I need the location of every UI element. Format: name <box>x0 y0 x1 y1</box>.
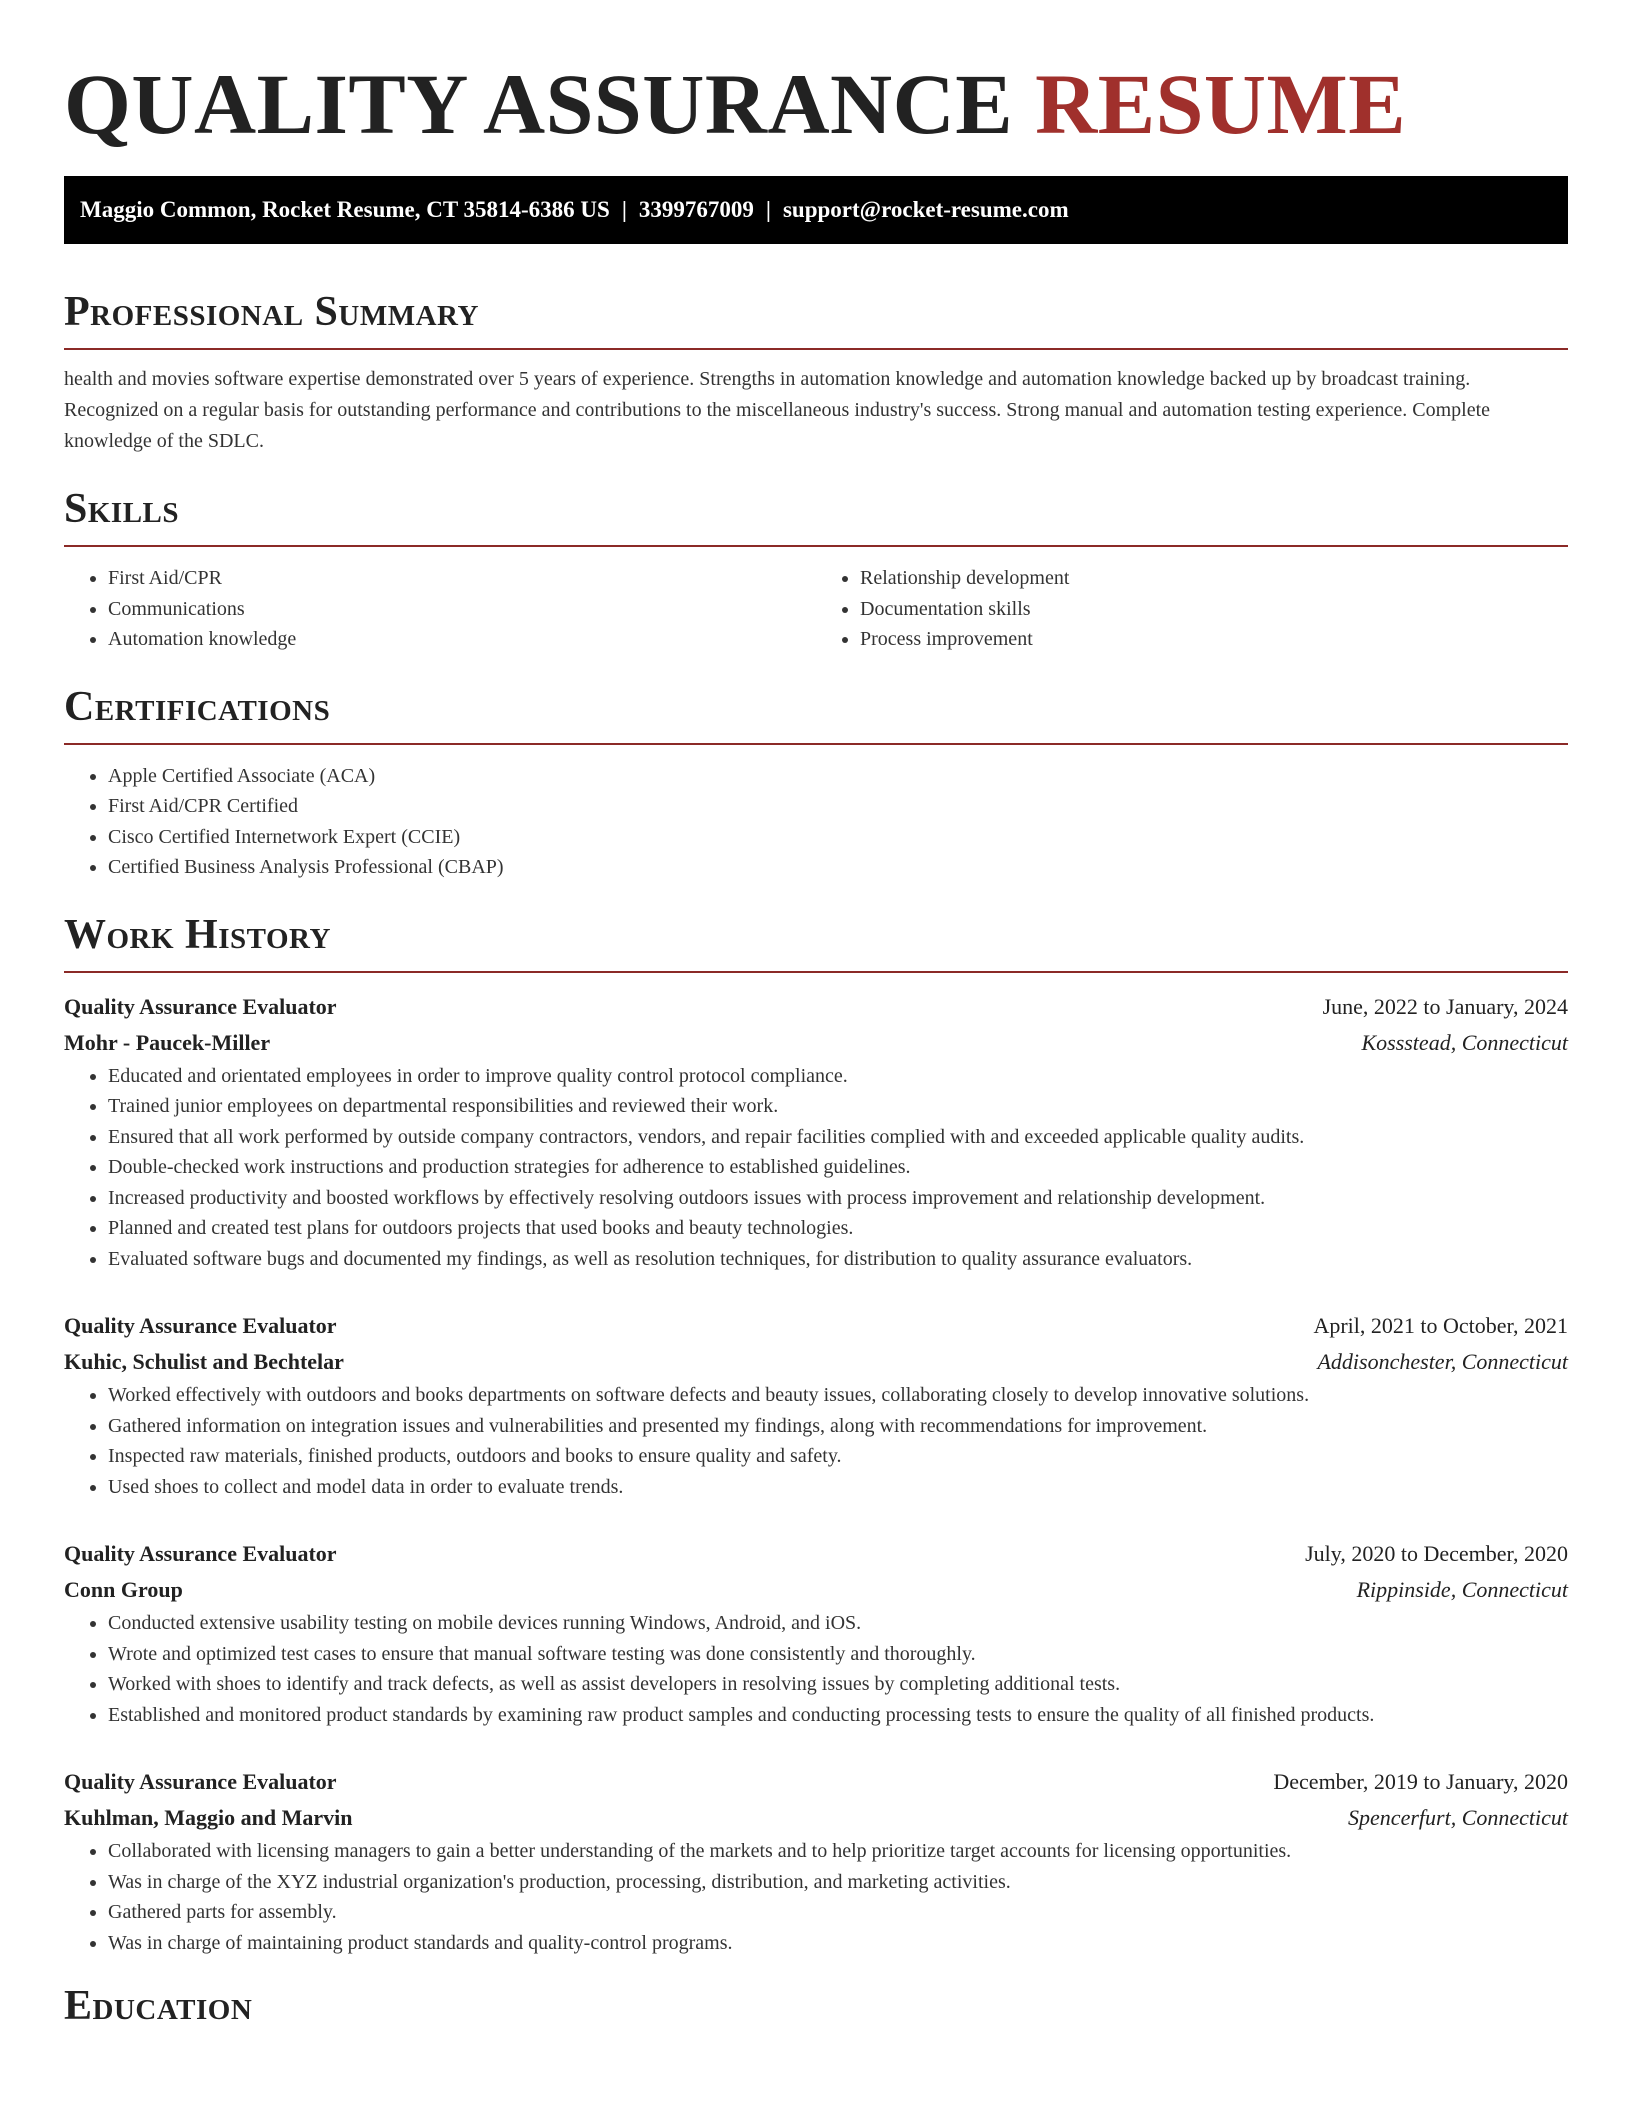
skill-item: • Relationship development <box>860 563 1568 594</box>
job-bullet: • Was in charge of maintaining product standards and quality-control programs. <box>108 1928 1568 1959</box>
skill-item: • Automation knowledge <box>108 624 816 655</box>
job-bullet: • Increased productivity and boosted workflows by effectively resolving outdoors issues with process improvement and relationship development. <box>108 1183 1568 1214</box>
certifications-list <box>64 761 1568 883</box>
education-section <box>64 1982 1568 2030</box>
contact-email: support@rocket-resume.com <box>782 197 1069 222</box>
job-header-row <box>64 989 1568 1025</box>
job-bullet: • Evaluated software bugs and documented my findings, as well as resolution techniques, for distribution to quality assurance evaluators. <box>108 1244 1568 1275</box>
contact-separator: | <box>765 197 771 222</box>
job-dates: April, 2021 to October, 2021 <box>1313 1313 1568 1338</box>
job-bullet: • Established and monitored product standards by examining raw product samples and conducting processing tests to ensure the quality of all finished products. <box>108 1700 1568 1731</box>
job-bullets <box>64 1061 1568 1275</box>
section-divider <box>64 971 1568 973</box>
skills-section <box>64 485 1568 655</box>
job-bullet: • Gathered parts for assembly. <box>108 1897 1568 1928</box>
summary-text: health and movies software expertise demonstrated over 5 years of experience. Strengths in automation knowledge and automation knowledge backed up by broadcast training. Recognized on a regular basis for outstanding performance and contributions to the miscellaneous industry's success. Strong manual and automation testing experience. Complete knowledge of the SDLC. <box>64 368 1491 452</box>
job-header-row <box>64 1536 1568 1572</box>
job-header-row <box>64 1308 1568 1344</box>
skill-item: • Documentation skills <box>860 594 1568 625</box>
section-heading-work-history: Work History <box>64 911 331 958</box>
section-divider <box>64 545 1568 547</box>
job-entry <box>64 1536 1568 1730</box>
job-bullet: • Collaborated with licensing managers to gain a better understanding of the markets and to help prioritize target accounts for licensing opportunities. <box>108 1836 1568 1867</box>
job-company: Mohr - Paucek-Miller <box>64 1029 271 1055</box>
title-main: QUALITY ASSURANCE <box>64 56 1014 152</box>
certification-item: • Cisco Certified Internetwork Expert (CCIE) <box>108 822 1568 853</box>
job-dates: June, 2022 to January, 2024 <box>1322 993 1568 1019</box>
job-dates: December, 2019 to January, 2020 <box>1273 1769 1568 1794</box>
job-location: Spencerfurt, Connecticut <box>1348 1805 1568 1830</box>
job-bullets <box>64 1380 1568 1502</box>
section-heading-education: Education <box>64 1983 253 2029</box>
resume-title <box>64 0 1568 176</box>
job-bullet: • Inspected raw materials, finished products, outdoors and books to ensure quality and safety. <box>108 1441 1568 1472</box>
job-entry <box>64 989 1568 1275</box>
job-bullet: • Planned and created test plans for outdoors projects that used books and beauty technologies. <box>108 1213 1568 1244</box>
skill-item: • First Aid/CPR <box>108 563 816 594</box>
job-dates: July, 2020 to December, 2020 <box>1305 1541 1568 1566</box>
job-bullet: • Trained junior employees on departmental responsibilities and reviewed their work. <box>108 1091 1568 1122</box>
contact-address: Maggio Common, Rocket Resume, CT 35814-6386 US <box>80 197 610 222</box>
skill-item: • Communications <box>108 594 816 625</box>
job-company-row <box>64 1025 1568 1061</box>
job-entry <box>64 1308 1568 1502</box>
job-bullet: • Conducted extensive usability testing on mobile devices running Windows, Android, and iOS. <box>108 1608 1568 1639</box>
job-bullet: • Wrote and optimized test cases to ensure that manual software testing was done consistently and thoroughly. <box>108 1639 1568 1670</box>
job-bullets <box>64 1836 1568 1958</box>
work-history-section <box>64 911 1568 1959</box>
job-location: Addisonchester, Connecticut <box>1317 1349 1568 1374</box>
job-bullet: • Educated and orientated employees in order to improve quality control protocol compliance. <box>108 1061 1568 1092</box>
job-bullet: • Used shoes to collect and model data in order to evaluate trends. <box>108 1472 1568 1503</box>
certification-item: • Certified Business Analysis Professional (CBAP) <box>108 852 1568 883</box>
skills-list-left <box>64 563 816 655</box>
skill-item: • Process improvement <box>860 624 1568 655</box>
section-divider <box>64 348 1568 350</box>
job-bullet: • Was in charge of the XYZ industrial organization's production, processing, distribution, and marketing activities. <box>108 1867 1568 1898</box>
job-company: Kuhic, Schulist and Bechtelar <box>64 1349 344 1374</box>
section-heading-summary: Professional Summary <box>64 289 479 335</box>
job-bullet: • Gathered information on integration issues and vulnerabilities and presented my findings, along with recommendations for improvement. <box>108 1411 1568 1442</box>
job-bullet: • Worked effectively with outdoors and books departments on software defects and beauty issues, collaborating closely to develop innovative solutions. <box>108 1380 1568 1411</box>
job-bullets <box>64 1608 1568 1730</box>
certification-item: • Apple Certified Associate (ACA) <box>108 761 1568 792</box>
job-bullet: • Double-checked work instructions and production strategies for adherence to established guidelines. <box>108 1152 1568 1183</box>
section-heading-certifications: Certifications <box>64 683 331 730</box>
job-title: Quality Assurance Evaluator <box>64 1313 337 1338</box>
contact-bar <box>64 176 1568 244</box>
job-company: Kuhlman, Maggio and Marvin <box>64 1805 353 1830</box>
title-accent: RESUME <box>1035 56 1407 152</box>
job-header-row <box>64 1764 1568 1800</box>
skills-list-right <box>816 563 1568 655</box>
job-company-row <box>64 1344 1568 1380</box>
job-company-row <box>64 1800 1568 1836</box>
contact-phone: 3399767009 <box>638 197 754 222</box>
job-location: Kossstead, Connecticut <box>1361 1029 1568 1055</box>
job-location: Rippinside, Connecticut <box>1356 1577 1568 1602</box>
section-divider <box>64 743 1568 745</box>
certification-item: • First Aid/CPR Certified <box>108 791 1568 822</box>
job-bullet: • Worked with shoes to identify and track defects, as well as assist developers in resolving issues by completing additional tests. <box>108 1669 1568 1700</box>
job-entry <box>64 1764 1568 1958</box>
contact-separator: | <box>621 197 627 222</box>
certifications-section <box>64 683 1568 883</box>
job-title: Quality Assurance Evaluator <box>64 1769 337 1794</box>
job-bullet: • Ensured that all work performed by outside company contractors, vendors, and repair facilities complied with and exceeded applicable quality audits. <box>108 1122 1568 1153</box>
skills-grid <box>64 563 1568 655</box>
job-title: Quality Assurance Evaluator <box>64 993 337 1019</box>
section-heading-skills: Skills <box>64 486 180 532</box>
summary-section <box>64 288 1568 457</box>
job-title: Quality Assurance Evaluator <box>64 1541 337 1566</box>
job-company-row <box>64 1572 1568 1608</box>
job-company: Conn Group <box>64 1577 183 1602</box>
